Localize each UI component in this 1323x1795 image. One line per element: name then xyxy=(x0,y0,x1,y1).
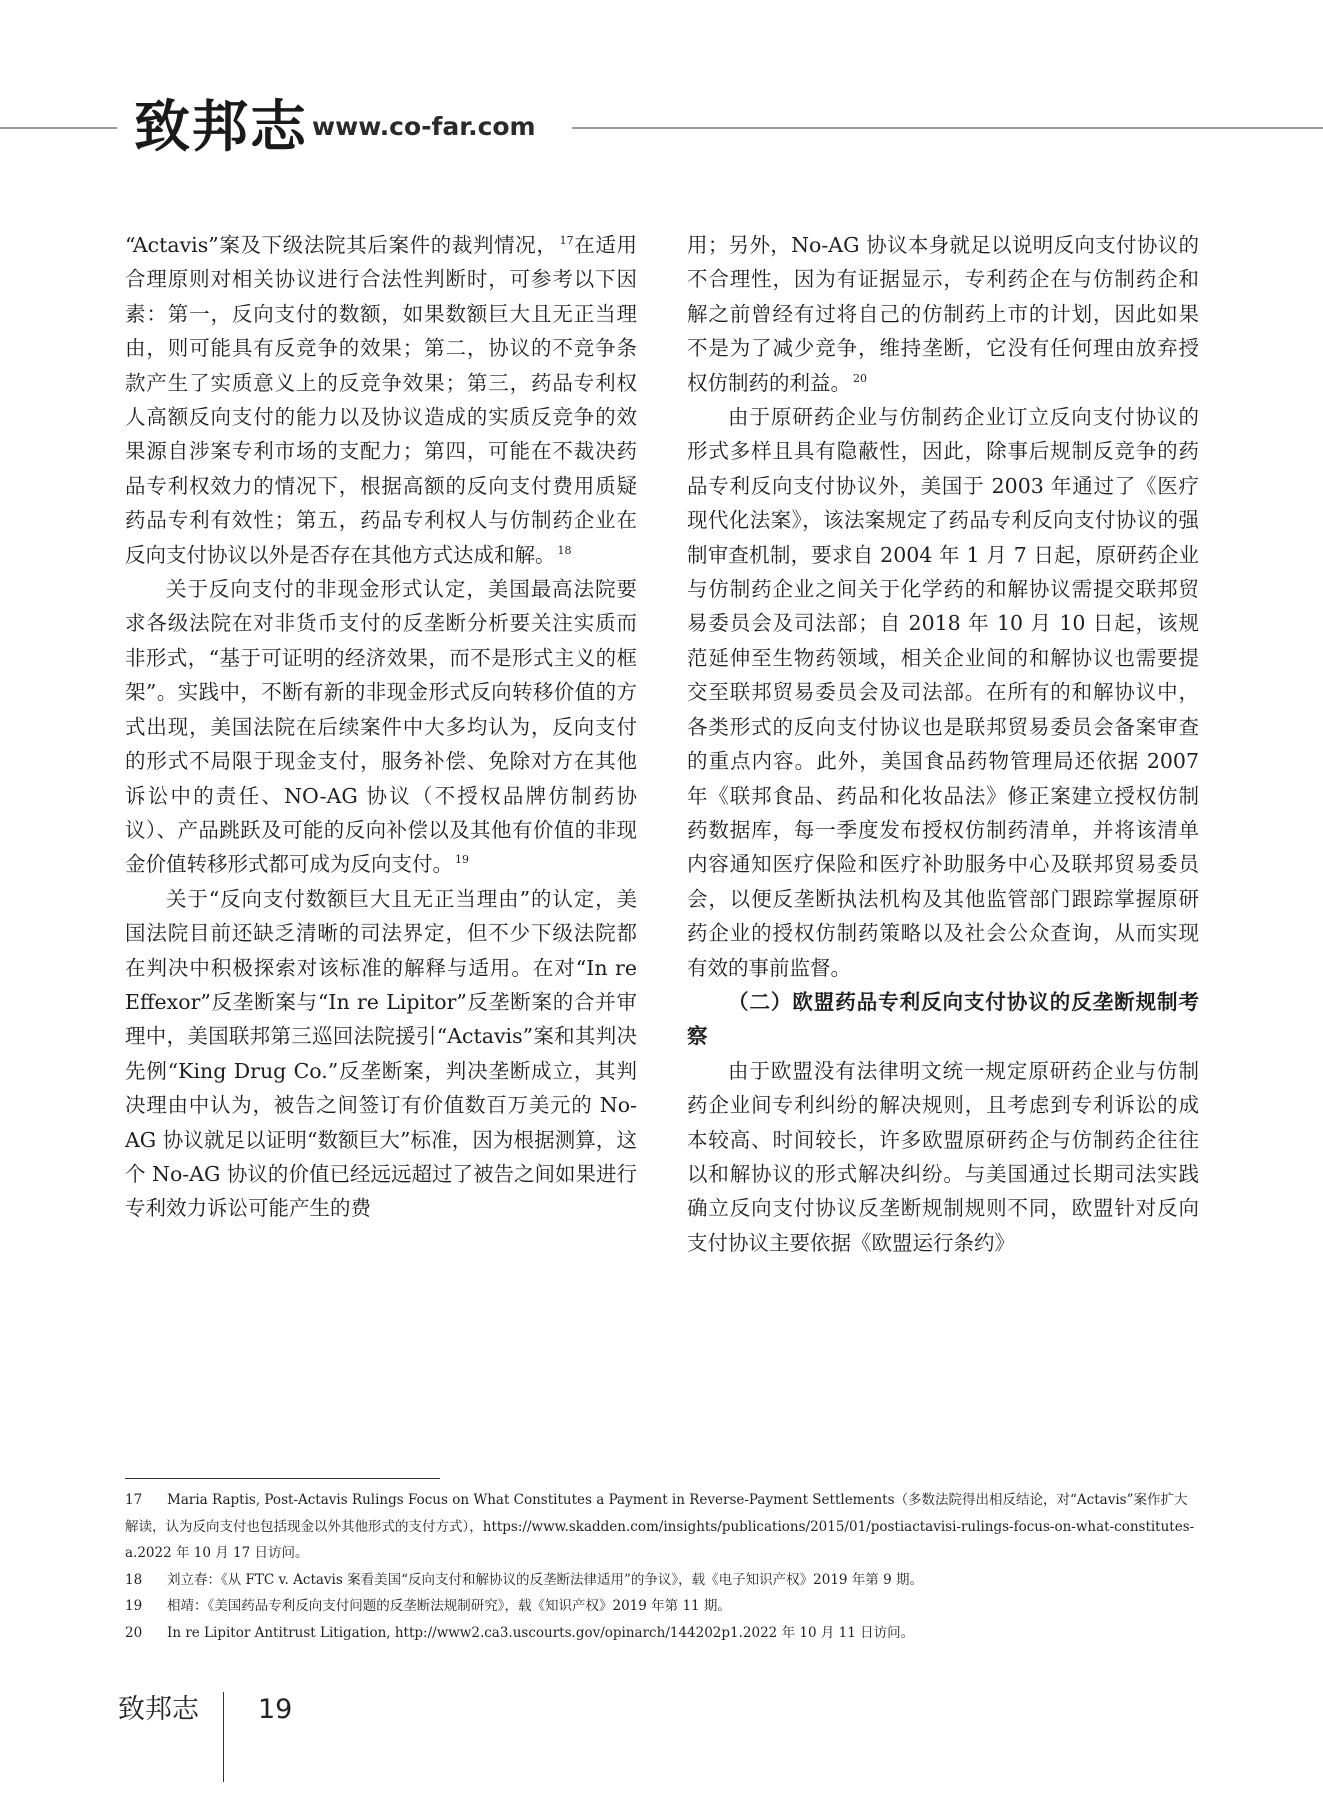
paragraph: 关于反向支付的非现金形式认定，美国最高法院要求各级法院在对非货币支付的反垄断分析要关注实质而非形式，“基于可证明的经济效果，而不是形式主义的框架”。实践中，不断有新的非现金形式反向转移价值的方式出现，美国法院在后续案件中大多均认为，反向支付的形式不局限于现金支付，服务补偿、免除对方在其他诉讼中的责任、NO-AG 协议（不授权品牌仿制药协议）、产品跳跃及可能的反向补偿以及其他有价值的非现金价值转移形式都可成为反向支付。 $^{19}$ xyxy=(125,577,637,877)
right-column xyxy=(687,228,1199,1260)
footnote: 17 Maria Raptis, Post-Actavis Rulings Focus on What Constitutes a Payment in Reverse-Payment Settlements（多数法院得出相反结论，对“Actavis”案作扩大解读，认为反向支付也包括现金以外其他形式的支付方式），https://www.skadden.com/insights/publications/2015/01/postiactavisi-rulings-focus-on-what-constitutes-a.2022 年 10 月 17 日访问。 xyxy=(125,1492,1195,1561)
footnote: 20 In re Lipitor Antitrust Litigation, http://www2.ca3.uscourts.gov/opinarch/144202p1.2022 年 10 月 11 日访问。 xyxy=(125,1624,915,1641)
paragraph: 由于欧盟没有法律明文统一规定原研药企业与仿制药企业间专利纠纷的解决规则，且考虑到专利诉讼的成本较高、时间较长，许多欧盟原研药企与仿制药企往往以和解协议的形式解决纠纷。与美国通过长期司法实践确立反向支付协议反垄断规制规则不同，欧盟针对反向支付协议主要依据《欧盟运行条约》 xyxy=(687,1058,1199,1255)
footnote: 18 刘立春：《从 FTC v. Actavis 案看美国“反向支付和解协议的反垄断法律适用”的争议》，载《电子知识产权》2019 年第 9 期。 xyxy=(125,1571,923,1588)
footnote: 19 相靖：《美国药品专利反向支付问题的反垄断法规制研究》，载《知识产权》2019 年第 11 期。 xyxy=(125,1598,731,1614)
magazine-logo: 致邦志 xyxy=(134,94,308,160)
website-url: www.co-far.com xyxy=(312,112,536,141)
paragraph: 关于“反向支付数额巨大且无正当理由”的认定，美国法院目前还缺乏清晰的司法界定，但不少下级法院都在判决中积极探索对该标准的解释与适用。在对“In re Effexor”反垄断案与“In re Lipitor”反垄断案的合并审理中，美国联邦第三巡回法院援引“Actavis”案和其判决先例“King Drug Co.”反垄断案，判决垄断成立，其判决理由中认为，被告之间签订有价值数百万美元的 No-AG 协议就足以证明“数额巨大”标准，因为根据测算，这个 No-AG 协议的价值已经远远超过了被告之间如果进行专利效力诉讼可能产生的费 xyxy=(125,886,637,1221)
footnote-separator xyxy=(125,1478,440,1479)
paragraph: 用；另外，No-AG 协议本身就足以说明反向支付协议的不合理性，因为有证据显示，专利药企在与仿制药企和解之前曾经有过将自己的仿制药上市的计划，因此如果不是为了减少竞争，维持垄断，它没有任何理由放弃授权仿制药的利益。 $^{20}$ xyxy=(687,233,1199,395)
footnote-ref: 20 xyxy=(853,371,867,385)
paragraph: “Actavis”案及下级法院其后案件的裁判情况， $^{17}$在适用合理原则对相关协议进行合法性判断时，可参考以下因素：第一，反向支付的数额，如果数额巨大且无正当理由，则可能具有反竞争的效果；第二，协议的不竞争条款产生了实质意义上的反竞争效果；第三，药品专利权人高额反向支付的能力以及协议造成的实质反竞争的效果源自涉案专利市场的支配力；第四，可能在不裁决药品专利权效力的情况下，根据高额的反向支付费用质疑药品专利有效性；第五，药品专利权人与仿制药企业在反向支付协议以外是否存在其他方式达成和解。 $^{18}$ xyxy=(125,233,637,567)
header-rule-right xyxy=(572,127,1323,129)
header-rule-left xyxy=(0,127,117,129)
left-column xyxy=(125,228,637,1226)
footnotes xyxy=(125,1487,1199,1646)
page-number: 19 xyxy=(258,1694,293,1725)
footer-magazine-title: 致邦志 xyxy=(118,1694,199,1725)
footer-divider xyxy=(223,1692,224,1782)
footnote-ref: 18 xyxy=(557,543,572,557)
section-heading: （二）欧盟药品专利反向支付协议的反垄断规制考察 xyxy=(687,989,1199,1049)
footnote-ref: 19 xyxy=(455,853,469,867)
paragraph: 由于原研药企业与仿制药企业订立反向支付协议的形式多样且具有隐蔽性，因此，除事后规制反竞争的药品专利反向支付协议外，美国于 2003 年通过了《医疗现代化法案》，该法案规定了药品专利反向支付协议的强制审查机制，要求自 2004 年 1 月 7 日起，原研药企业与仿制药企业之间关于化学药的和解协议需提交联邦贸易委员会及司法部；自 2018 年 10 月 10 日起，该规范延伸至生物药领域，相关企业间的和解协议也需要提交至联邦贸易委员会及司法部。在所有的和解协议中，各类形式的反向支付协议也是联邦贸易委员会备案审查的重点内容。此外，美国食品药物管理局还依据 2007 年《联邦食品、药品和化妆品法》修正案建立授权仿制药数据库，每一季度发布授权仿制药清单，并将该清单内容通知医疗保险和医疗补助服务中心及联邦贸易委员会，以便反垄断执法机构及其他监管部门跟踪掌握原研药企业的授权仿制药策略以及社会公众查询，从而实现有效的事前监督。 xyxy=(687,405,1199,980)
footnote-ref: 17 xyxy=(559,234,574,248)
